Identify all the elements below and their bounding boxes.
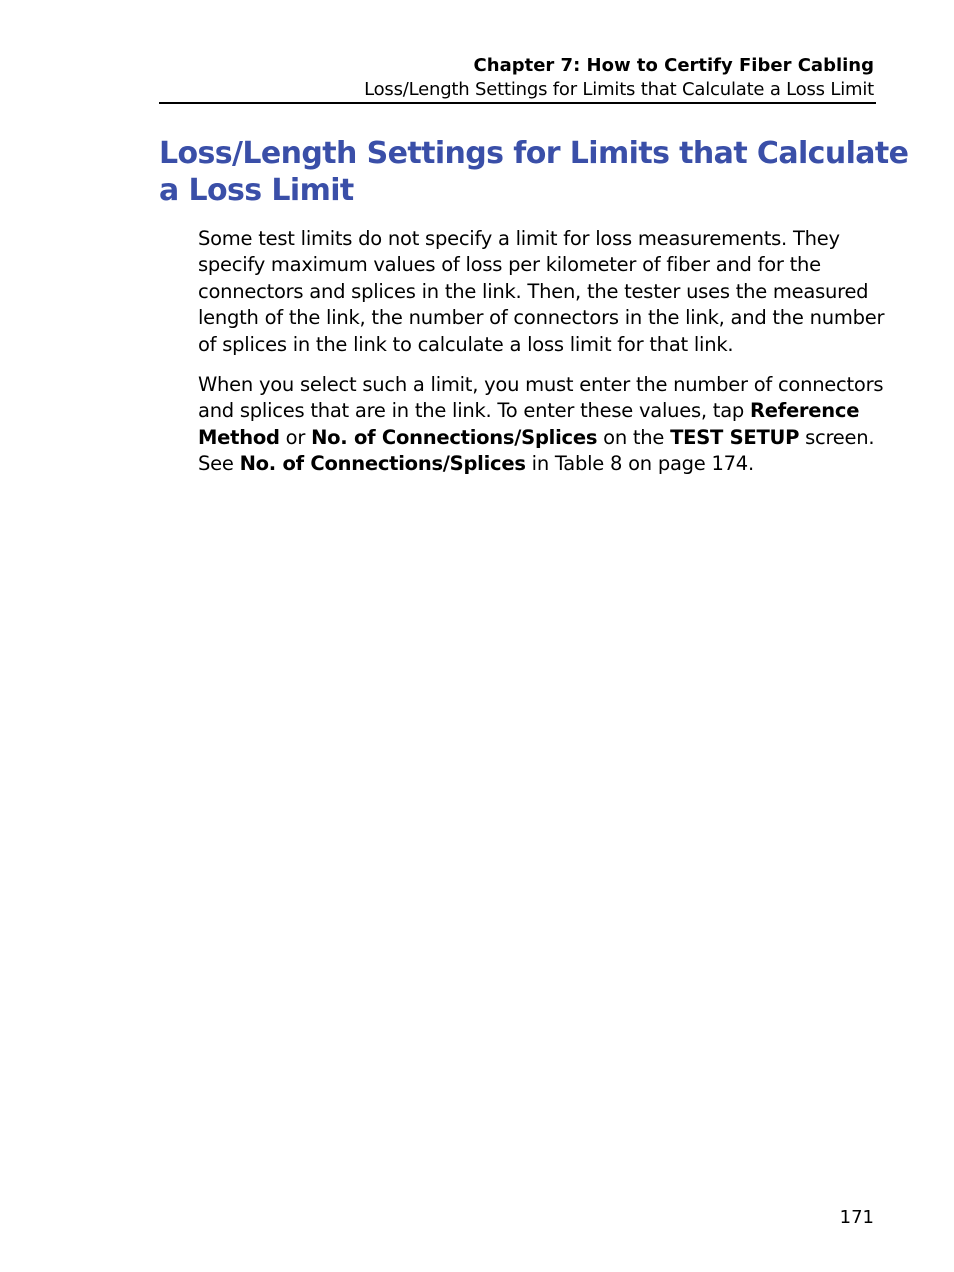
paragraph-1-text: Some test limits do not specify a limit for loss measurements. They specify maximum values of loss per kilometer of fiber and for the connectors and splices in the link. Then, the tester uses the measured length of the link, the number of connectors in the link, and the number of splices in the link to calculate a loss limit for that link. <box>198 227 885 356</box>
section-title: Loss/Length Settings for Limits that Calculate a Loss Limit <box>364 79 874 100</box>
paragraph-2-text-3: on the <box>597 425 671 449</box>
page-title-line-2: a Loss Limit <box>159 173 354 208</box>
paragraph-2 <box>198 372 888 478</box>
running-header <box>159 54 874 102</box>
paragraph-2-text-1: When you select such a limit, you must enter the number of connectors and splices that are in the link. To enter these values, tap <box>198 373 884 423</box>
connections-splices-reference: No. of Connections/Splices <box>239 452 526 476</box>
test-setup-term: TEST SETUP <box>670 425 800 449</box>
paragraph-2-text-4: screen. See <box>198 425 875 476</box>
page-title <box>159 135 919 209</box>
chapter-title: Chapter 7: How to Certify Fiber Cabling <box>473 55 874 76</box>
header-rule <box>159 102 876 104</box>
paragraph-2-text-5: in Table 8 on page 174. <box>525 452 754 476</box>
reference-method-term: Reference Method <box>198 399 860 449</box>
page-title-line-1: Loss/Length Settings for Limits that Calculate <box>159 136 909 171</box>
paragraph-2-text-2: or <box>279 425 312 449</box>
connections-splices-term: No. of Connections/Splices <box>311 425 598 449</box>
body-text <box>198 226 888 492</box>
paragraph-1 <box>198 226 888 358</box>
page-number: 171 <box>839 1207 874 1228</box>
